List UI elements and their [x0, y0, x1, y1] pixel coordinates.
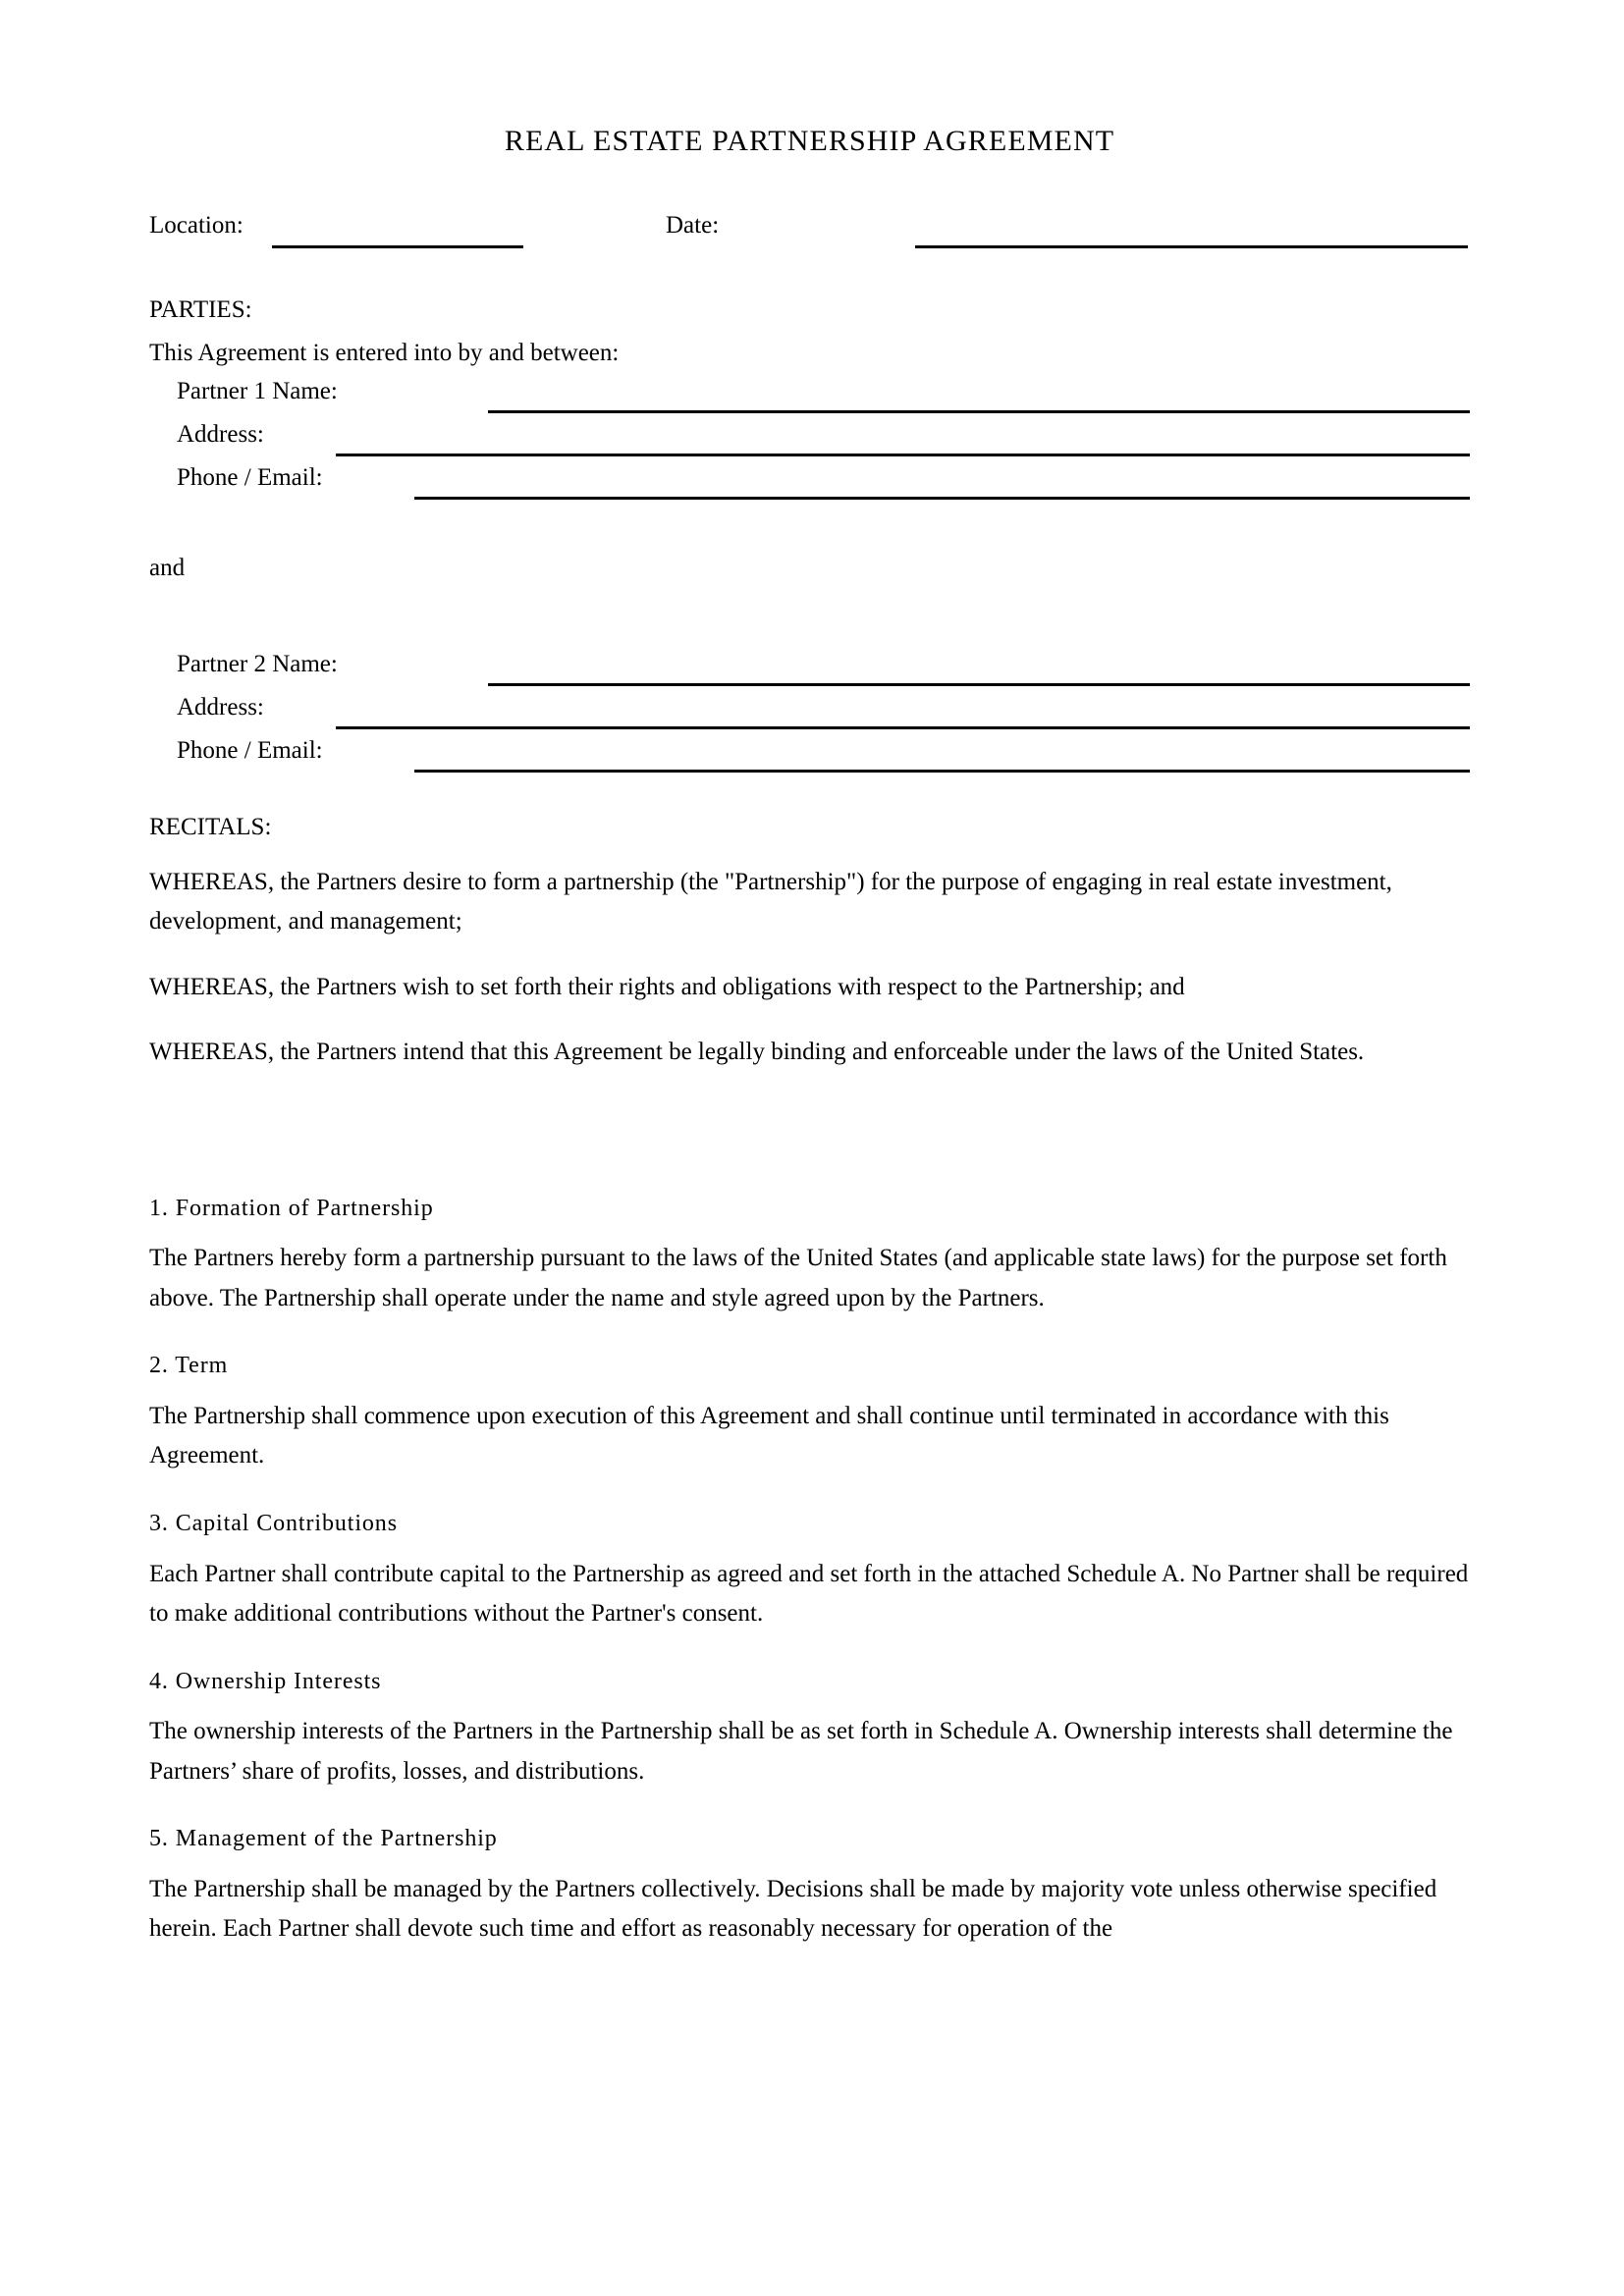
- section-5-body: The Partnership shall be managed by the Partners collectively. Decisions shall be made by majority vote unless otherwise specified herein. Each Partner shall devote such time and effort as reasonably necessary for operation of the: [149, 1875, 1437, 1943]
- partner-1-contact-row: [149, 464, 1470, 507]
- partner-1-address-fill-line[interactable]: [336, 454, 1470, 456]
- partner-2-address-row: [149, 694, 1470, 737]
- partner-2-contact-row: [149, 737, 1470, 780]
- partner-2-name-label: Partner 2 Name:: [177, 650, 338, 677]
- partner-2-name-fill-line[interactable]: [488, 683, 1470, 686]
- parties-conjunction: and: [149, 554, 186, 581]
- partner-2-address-label: Address:: [177, 693, 264, 721]
- section-3-heading: 3. Capital Contributions: [149, 1510, 398, 1536]
- date-label: Date:: [666, 212, 720, 239]
- recitals-heading: RECITALS:: [149, 813, 272, 840]
- recital-paragraph-1: WHEREAS, the Partners desire to form a partnership (the "Partnership") for the purpose of engaging in real estate investment, development, and management;: [149, 868, 1392, 935]
- section-4-body: The ownership interests of the Partners in the Partnership shall be as set forth in Schedule A. Ownership interests shall determine the Partners’ share of profits, losses, and distributions.: [149, 1718, 1453, 1785]
- section-1: [149, 1193, 1470, 1319]
- recital-paragraph-3: WHEREAS, the Partners intend that this Agreement be legally binding and enforceable under the laws of the United States.: [149, 1039, 1365, 1066]
- partner-2-block: [149, 651, 1470, 780]
- date-fill-line[interactable]: [915, 245, 1468, 248]
- section-3: [149, 1508, 1470, 1634]
- document-content: [149, 0, 1470, 1981]
- parties-intro: This Agreement is entered into by and between:: [149, 340, 620, 367]
- section-1-heading: 1. Formation of Partnership: [149, 1195, 434, 1221]
- partner-1-name-fill-line[interactable]: [488, 410, 1470, 413]
- recital-paragraph-2: WHEREAS, the Partners wish to set forth their rights and obligations with respect to the Partnership; and: [149, 973, 1185, 1000]
- section-2: [149, 1350, 1470, 1476]
- partner-2-name-row: [149, 651, 1470, 694]
- section-1-body: The Partners hereby form a partnership pursuant to the laws of the United States (and applicable state laws) for the purpose set forth above. The Partnership shall operate under the name and style agreed upon by the Partners.: [149, 1245, 1447, 1311]
- parties-heading: PARTIES:: [149, 296, 252, 323]
- page-title: REAL ESTATE PARTNERSHIP AGREEMENT: [504, 125, 1115, 157]
- section-4: [149, 1666, 1470, 1792]
- partner-1-name-label: Partner 1 Name:: [177, 377, 338, 404]
- partner-2-contact-fill-line[interactable]: [414, 770, 1470, 773]
- section-2-body: The Partnership shall commence upon execution of this Agreement and shall continue until terminated in accordance with this Agreement.: [149, 1402, 1389, 1469]
- location-date-row: [149, 212, 1470, 259]
- partner-1-address-label: Address:: [177, 420, 264, 448]
- partner-1-contact-fill-line[interactable]: [414, 497, 1470, 500]
- section-5: [149, 1823, 1470, 1949]
- section-3-body: Each Partner shall contribute capital to the Partnership as agreed and set forth in the attached Schedule A. No Partner shall be required to make additional contributions without the Partner's consent.: [149, 1560, 1469, 1628]
- location-label: Location:: [149, 212, 244, 239]
- partner-2-address-fill-line[interactable]: [336, 726, 1470, 729]
- partner-1-block: [149, 378, 1470, 507]
- partner-1-contact-label: Phone / Email:: [177, 463, 323, 491]
- partner-1-address-row: [149, 421, 1470, 464]
- location-fill-line[interactable]: [272, 245, 523, 248]
- section-4-heading: 4. Ownership Interests: [149, 1668, 382, 1694]
- partner-1-name-row: [149, 378, 1470, 421]
- section-2-heading: 2. Term: [149, 1353, 229, 1379]
- partner-2-contact-label: Phone / Email:: [177, 736, 323, 764]
- section-5-heading: 5. Management of the Partnership: [149, 1826, 498, 1852]
